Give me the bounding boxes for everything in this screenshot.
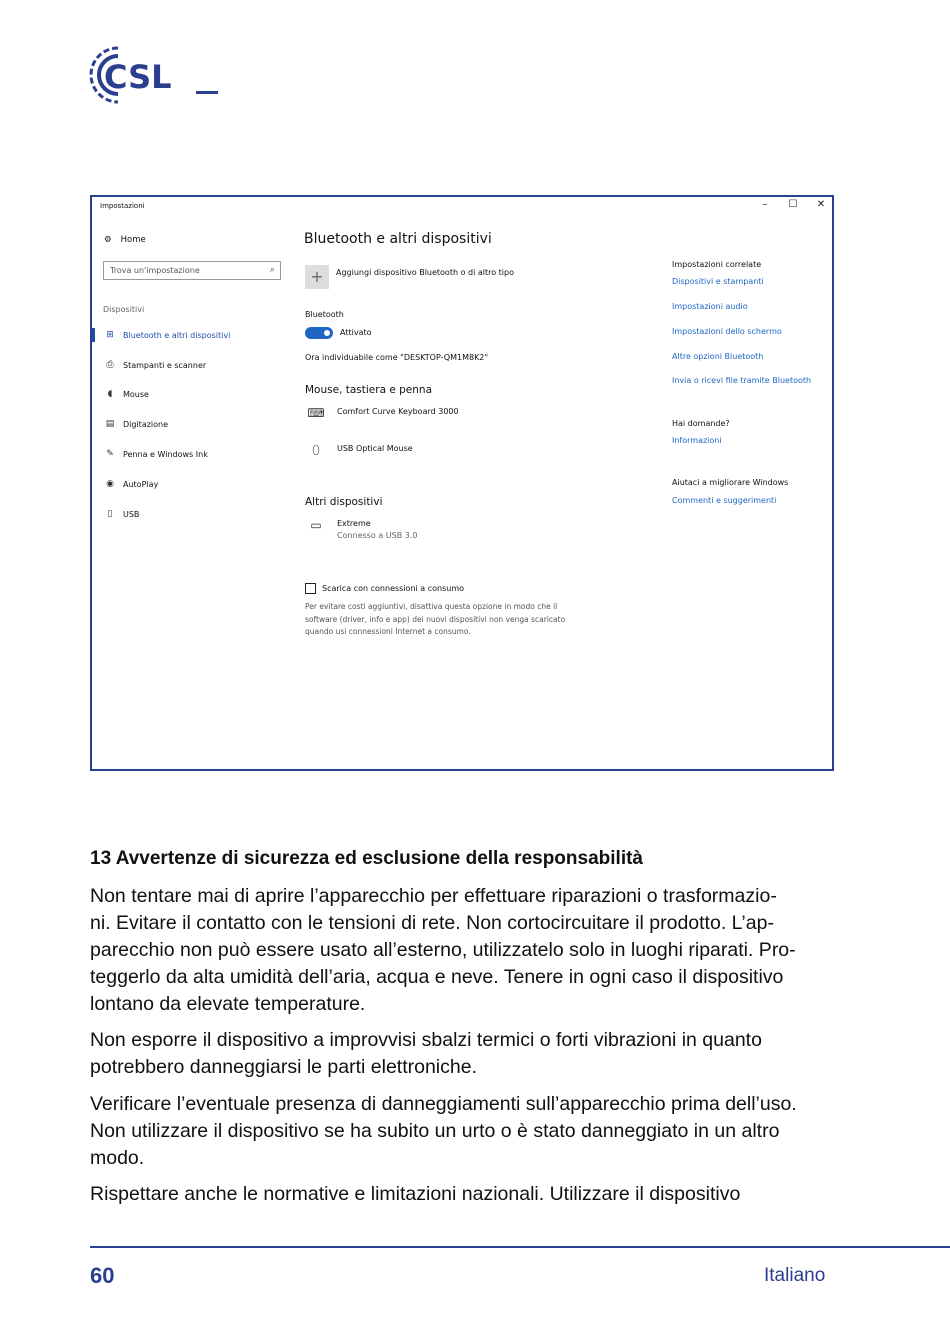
- gear-icon: ⚙: [104, 235, 112, 245]
- svg-text:CSL: CSL: [104, 58, 172, 96]
- drive-device[interactable]: [305, 518, 417, 542]
- bluetooth-toggle[interactable]: [305, 327, 333, 339]
- sidebar-item-typing[interactable]: [92, 415, 292, 433]
- text-line: parecchio non può essere usato all’esterno, utilizzatelo solo in luoghi riparati. Pro-: [90, 939, 796, 961]
- device-status: Connesso a USB 3.0: [337, 531, 418, 540]
- page-number: 60: [90, 1263, 115, 1288]
- search-icon: ⌕: [269, 265, 275, 275]
- add-device-label: Aggiungi dispositivo Bluetooth o di altro tipo: [336, 267, 515, 277]
- keyboard-device[interactable]: [305, 406, 459, 420]
- text-line: Non esporre il dispositivo a improvvisi sbalzi termici o forti vibrazioni in quanto: [90, 1029, 762, 1051]
- keyboard-icon: ▤: [105, 419, 115, 429]
- settings-window-screenshot: [90, 195, 834, 771]
- text-line: teggerlo da alta umidità dell’aria, acqua e neve. Tenere in ogni caso il dispositivo: [90, 966, 784, 988]
- sidebar-item-mouse[interactable]: [92, 385, 292, 403]
- page-title: Bluetooth e altri dispositivi: [304, 231, 492, 247]
- text-line: Non tentare mai di aprire l’apparecchio per effettuare riparazioni o trasformazio-: [90, 885, 777, 907]
- mouse-icon: ⬯: [312, 443, 320, 457]
- link-send-receive-bluetooth[interactable]: Invia o ricevi file tramite Bluetooth: [672, 376, 812, 385]
- plus-icon: +: [305, 265, 329, 289]
- sidebar-item-autoplay[interactable]: [92, 475, 292, 493]
- questions-heading: Hai domande?: [672, 419, 730, 428]
- text-line: potrebbero danneggiarsi le parti elettroniche.: [90, 1056, 478, 1078]
- link-information[interactable]: Informazioni: [672, 436, 722, 445]
- text-line: lontano da elevate temperature.: [90, 993, 366, 1015]
- metered-description: Per evitare costi aggiuntivi, disattiva questa opzione in modo che il software (driver, info e app) dei nuovi dispositivi non venga scaricato quando usi connessioni Internet a consumo.: [305, 602, 566, 636]
- link-display-settings[interactable]: Impostazioni dello schermo: [672, 327, 782, 336]
- checkbox-label: Scarica con connessioni a consumo: [322, 584, 465, 593]
- sidebar-item-label: USB: [123, 509, 140, 519]
- device-name: USB Optical Mouse: [337, 444, 413, 453]
- discoverable-text: Ora individuabile come "DESKTOP-QM1M8K2": [305, 353, 489, 362]
- metered-checkbox[interactable]: [305, 583, 464, 594]
- text-line: modo.: [90, 1147, 145, 1169]
- device-name: Extreme: [337, 519, 371, 528]
- home-link[interactable]: [104, 235, 146, 245]
- text-line: ni. Evitare il contatto con le tensioni di rete. Non cortocircuitare il prodotto. L’ap-: [90, 912, 774, 934]
- close-button[interactable]: ✕: [816, 199, 826, 210]
- text-line: Rispettare anche le normative e limitazioni nazionali. Utilizzare il dispositivo: [90, 1183, 741, 1205]
- related-settings-heading: Impostazioni correlate: [672, 260, 762, 269]
- text-line: Verificare l’eventuale presenza di danneggiamenti sull’apparecchio prima dell’uso.: [90, 1093, 797, 1115]
- link-more-bluetooth[interactable]: Altre opzioni Bluetooth: [672, 352, 764, 361]
- bluetooth-devices-icon: ⊞: [106, 330, 114, 340]
- window-title: Impostazioni: [100, 202, 145, 210]
- mouse-section-heading: Mouse, tastiera e penna: [305, 384, 433, 396]
- footer-language: Italiano: [764, 1265, 826, 1286]
- maximize-button[interactable]: ☐: [788, 199, 798, 210]
- other-devices-heading: Altri dispositivi: [305, 496, 383, 508]
- device-name: Comfort Curve Keyboard 3000: [337, 407, 459, 416]
- add-device-button[interactable]: [305, 265, 514, 289]
- title-bar: [92, 197, 832, 217]
- footer-rule: [90, 1246, 950, 1248]
- sidebar-item-label: Penna e Windows Ink: [123, 449, 208, 459]
- sidebar-item-usb[interactable]: [92, 505, 292, 523]
- paragraph-3: [90, 1091, 840, 1172]
- bluetooth-state: Attivato: [340, 328, 372, 337]
- sidebar-item-label: AutoPlay: [123, 479, 159, 489]
- sidebar-item-label: Stampanti e scanner: [123, 360, 207, 370]
- mouse-device[interactable]: [305, 443, 413, 458]
- autoplay-icon: ◉: [106, 479, 114, 489]
- paragraph-1: [90, 883, 840, 1018]
- sidebar-item-label: Bluetooth e altri dispositivi: [123, 330, 231, 340]
- printer-icon: ⎙: [106, 360, 114, 370]
- checkbox-box: [305, 583, 316, 594]
- sidebar-item-pen[interactable]: [92, 445, 292, 463]
- paragraph-4: [90, 1181, 840, 1208]
- sidebar-item-bluetooth[interactable]: [92, 326, 292, 344]
- usb-icon: ▯: [107, 509, 113, 519]
- active-indicator: [92, 328, 95, 342]
- pen-icon: ✎: [106, 449, 114, 459]
- text-line: Non utilizzare il dispositivo se ha subito un urto o è stato danneggiato in un altro: [90, 1120, 780, 1142]
- sidebar-item-label: Mouse: [123, 389, 149, 399]
- link-feedback[interactable]: Commenti e suggerimenti: [672, 496, 777, 505]
- section-heading: 13 Avvertenze di sicurezza ed esclusione della responsabilità: [90, 848, 643, 869]
- link-devices-printers[interactable]: Dispositivi e stampanti: [672, 277, 764, 286]
- keyboard-icon: ⌨: [307, 406, 325, 420]
- minimize-button[interactable]: –: [762, 199, 768, 210]
- sidebar-item-printers[interactable]: [92, 356, 292, 374]
- sidebar-item-label: Digitazione: [123, 419, 169, 429]
- search-placeholder: Trova un'impostazione: [110, 266, 200, 275]
- improve-heading: Aiutaci a migliorare Windows: [672, 478, 789, 487]
- csl-logo: [88, 40, 223, 110]
- link-audio-settings[interactable]: Impostazioni audio: [672, 302, 748, 311]
- settings-search-input[interactable]: [103, 261, 281, 280]
- paragraph-2: [90, 1027, 840, 1081]
- sidebar-section-label: Dispositivi: [103, 305, 145, 314]
- mouse-icon: ◖: [107, 389, 113, 399]
- bluetooth-label: Bluetooth: [305, 310, 344, 319]
- home-label: Home: [120, 235, 146, 245]
- drive-icon: ▭: [310, 518, 322, 532]
